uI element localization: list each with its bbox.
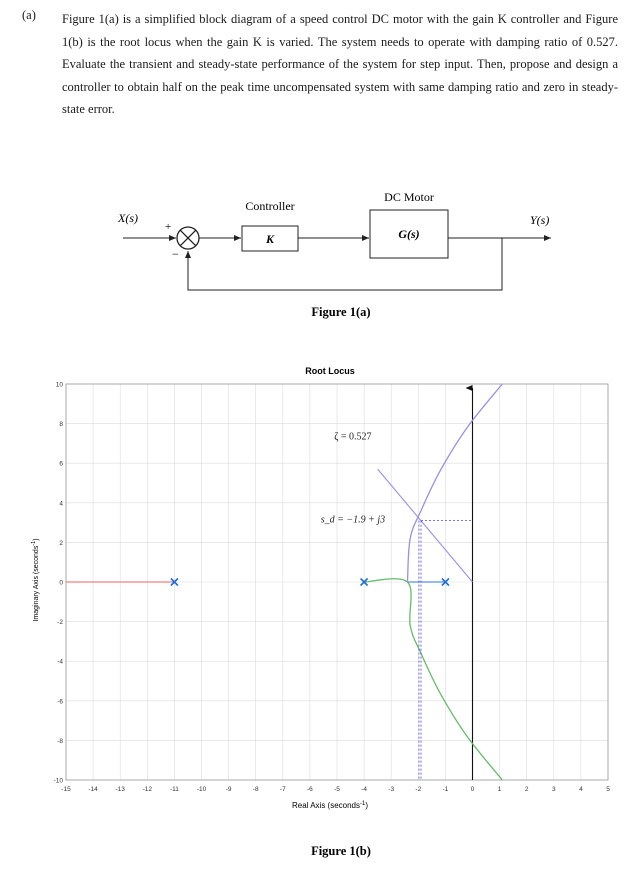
controller-gain: K bbox=[265, 232, 275, 246]
y-tick-label: 2 bbox=[59, 539, 63, 547]
x-tick-label: -6 bbox=[307, 786, 313, 793]
x-tick-label: -15 bbox=[61, 786, 71, 793]
x-tick-label: -8 bbox=[252, 786, 259, 793]
x-tick-label: -11 bbox=[169, 786, 179, 793]
x-tick-label: -13 bbox=[115, 786, 125, 793]
x-tick-label: 5 bbox=[606, 786, 610, 793]
x-tick-label: -5 bbox=[334, 786, 340, 793]
plant-transfer-function: G(s) bbox=[398, 227, 420, 241]
plot-area bbox=[54, 382, 611, 794]
plant-title: DC Motor bbox=[384, 190, 434, 204]
y-tick-label: 6 bbox=[59, 460, 63, 468]
y-tick-label: 4 bbox=[59, 500, 63, 508]
x-tick-label: 4 bbox=[579, 786, 583, 793]
x-axis-label: Real Axis (seconds$^{-1}$) bbox=[291, 801, 369, 810]
y-tick-label: -4 bbox=[57, 658, 63, 666]
chart-title: Root Locus bbox=[305, 366, 355, 376]
design-point-label: s_d = −1.9 + j3 bbox=[320, 514, 386, 526]
y-tick-label: 10 bbox=[55, 381, 63, 389]
controller-title: Controller bbox=[245, 199, 295, 213]
y-tick-label: -2 bbox=[57, 619, 63, 627]
y-tick-label: -6 bbox=[57, 698, 63, 706]
minus-sign: − bbox=[172, 247, 179, 261]
x-tick-label: 0 bbox=[470, 786, 475, 793]
y-tick-label: 8 bbox=[59, 421, 63, 429]
x-tick-label: -7 bbox=[279, 786, 286, 793]
figure-1b-caption: Figure 1(b) bbox=[311, 844, 371, 858]
x-tick-label: 2 bbox=[524, 786, 529, 793]
y-tick-label: -10 bbox=[53, 777, 63, 785]
plus-sign: + bbox=[165, 221, 172, 233]
x-tick-label: -2 bbox=[415, 786, 422, 793]
input-label: X(s) bbox=[118, 211, 138, 225]
x-tick-label: -4 bbox=[361, 786, 367, 793]
y-axis-label: Imaginary Axis (seconds$^{-1}$) bbox=[31, 538, 40, 622]
figure-1a-caption: Figure 1(a) bbox=[311, 305, 371, 319]
y-tick-label: -8 bbox=[57, 737, 63, 745]
question-text: Figure 1(a) is a simplified block diagram of a speed control DC motor with the gain K controller and Figure 1(b) is the root locus when the gain K is varied. The system needs to operate with damping ratio of 0.527. Evaluate the transient and steady-state performance of the system for step input. Then, propose and design a controller to obtain half on the peak time uncompensated system with same damping ratio and zero in steady-state error. bbox=[62, 12, 618, 117]
y-tick-label: 0 bbox=[59, 579, 63, 587]
x-tick-label: -9 bbox=[225, 786, 232, 793]
x-tick-label: 1 bbox=[497, 786, 502, 793]
x-tick-label: 3 bbox=[551, 786, 556, 793]
damping-ratio-label: ζ = 0.527 bbox=[334, 431, 372, 443]
x-tick-label: -1 bbox=[442, 786, 449, 793]
x-tick-label: -3 bbox=[388, 786, 395, 793]
x-tick-label: -14 bbox=[88, 786, 98, 793]
output-label: Y(s) bbox=[530, 213, 550, 227]
question-label: (a) bbox=[22, 8, 36, 22]
x-tick-label: -10 bbox=[196, 786, 207, 793]
x-tick-label: -12 bbox=[142, 786, 153, 793]
